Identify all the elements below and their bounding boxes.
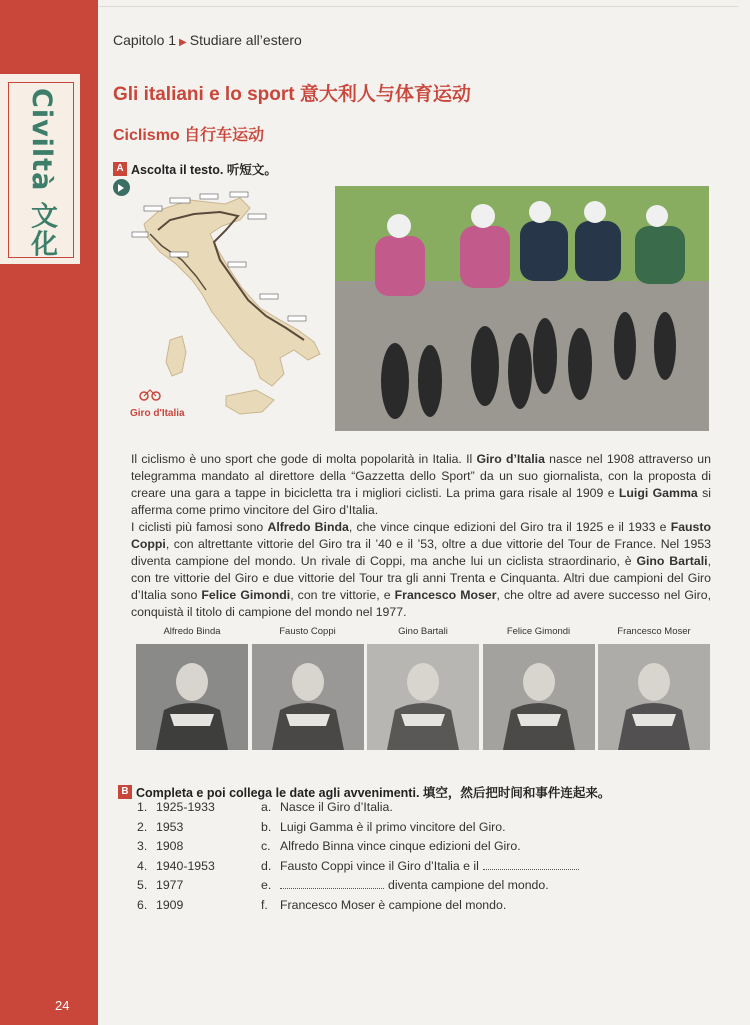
breadcrumb xyxy=(113,32,302,48)
civilta-section-tab xyxy=(0,72,82,266)
article-text xyxy=(131,451,711,621)
text-run: Giro d’Italia xyxy=(476,452,545,466)
event-item xyxy=(261,898,506,918)
exercise-b-letter: B xyxy=(118,785,132,799)
text-run: Felice Gimondi xyxy=(201,588,291,602)
event-letter: b. xyxy=(261,819,272,834)
date-value: 1953 xyxy=(156,819,184,834)
rider-card xyxy=(367,626,479,750)
date-number: 4. xyxy=(137,858,148,873)
rider-card xyxy=(598,626,710,750)
date-item xyxy=(137,839,183,859)
civilta-tab-label: Civiltà 文化 xyxy=(26,88,57,258)
rider-photo xyxy=(483,644,595,750)
text-run: Il ciclismo è uno sport che gode di molta popolarità in Italia. Il xyxy=(131,452,477,466)
event-text: diventa campione del mondo. xyxy=(388,878,549,893)
giro-logo-icon xyxy=(140,390,160,400)
italy-map-icon xyxy=(130,190,330,430)
exercise-a-header xyxy=(113,160,277,178)
date-number: 1. xyxy=(137,800,148,814)
rider-card xyxy=(252,626,364,750)
exercise-b-instruction: Completa e poi collega le date agli avvenimenti. 填空，然后把时间和事件连起来。 xyxy=(136,786,611,800)
breadcrumb-arrow-icon: ▶ xyxy=(179,37,187,48)
date-item xyxy=(137,800,215,820)
rider-name: Francesco Moser xyxy=(617,626,691,637)
date-item xyxy=(137,898,183,918)
breadcrumb-section: Studiare all’estero xyxy=(189,32,302,48)
rider-photo xyxy=(252,644,364,750)
exercise-b-header xyxy=(118,783,610,801)
top-rule xyxy=(98,6,738,7)
text-run: Fausto Coppi xyxy=(131,520,711,551)
event-item xyxy=(261,820,506,840)
rider-name: Gino Bartali xyxy=(398,626,448,637)
answer-blank[interactable] xyxy=(280,879,384,889)
breadcrumb-chapter: Capitolo 1 xyxy=(113,32,177,48)
event-text: Francesco Moser è campione del mondo. xyxy=(280,898,507,912)
exercise-a-letter: A xyxy=(113,162,127,176)
event-letter: d. xyxy=(261,858,272,873)
event-item xyxy=(261,859,579,879)
rider-photo xyxy=(136,644,248,750)
date-value: 1908 xyxy=(156,839,184,854)
paragraph-1 xyxy=(131,451,711,519)
page-title: Gli italiani e lo sport 意大利人与体育运动 xyxy=(113,84,471,105)
date-number: 2. xyxy=(137,819,148,834)
text-run: Gino Bartali xyxy=(636,554,708,568)
event-item xyxy=(261,878,549,898)
date-value: 1940-1953 xyxy=(156,858,215,873)
date-item xyxy=(137,820,183,840)
date-number: 6. xyxy=(137,898,148,912)
date-value: 1925-1933 xyxy=(156,800,215,814)
event-text: Fausto Coppi vince il Giro d’Italia e il xyxy=(280,858,479,873)
event-item xyxy=(261,800,393,820)
date-item xyxy=(137,859,215,879)
page-number: 24 xyxy=(55,998,70,1013)
rider-name: Fausto Coppi xyxy=(279,626,336,637)
text-run: , che vince cinque edizioni del Giro tra il 1925 e il 1933 e xyxy=(348,520,671,534)
section-subtitle: Ciclismo 自行车运动 xyxy=(113,127,265,144)
event-letter: c. xyxy=(261,839,271,854)
text-run: Luigi Gamma xyxy=(618,486,698,500)
text-run: Alfredo Binda xyxy=(267,520,349,534)
text-run: , con tre vittorie, e xyxy=(290,588,395,602)
answer-blank[interactable] xyxy=(483,860,579,870)
rider-photo xyxy=(598,644,710,750)
rider-name: Felice Gimondi xyxy=(506,626,571,637)
cycling-race-photo xyxy=(335,186,709,431)
event-letter: f. xyxy=(261,898,268,912)
date-number: 3. xyxy=(137,839,148,854)
text-run: , con altrettante vittorie del Giro tra il ’40 e il ’53, oltre a due vittorie del Tour de France. Nel 1953 diventa campione del mondo. Un rivale di Coppi, ma anche lui un ciclista straordinario, è xyxy=(131,537,711,568)
event-letter: e. xyxy=(261,878,272,893)
date-value: 1977 xyxy=(156,878,184,893)
rider-name: Alfredo Binda xyxy=(163,626,221,637)
rider-photo-strip xyxy=(136,626,710,754)
text-run: nasce nel 1908 attraverso un telegramma mandato al direttore della “Gazzetta dello Sport” da un suo giornalista, con la proposta di creare una gara a tappe in bicicletta tra i migliori ciclisti. La prima gara risale al 1909 e xyxy=(131,452,711,500)
event-item xyxy=(261,839,521,859)
text-run: I ciclisti più famosi sono xyxy=(131,520,268,534)
event-text: Nasce il Giro d’Italia. xyxy=(280,800,393,814)
italy-route-map xyxy=(130,190,330,430)
date-number: 5. xyxy=(137,878,148,893)
text-run: , con tre vittorie del Giro e due vittorie del Tour tra gli anni Trenta e Cinquanta. Altri due campioni del Giro d’Italia sono xyxy=(131,554,711,602)
rider-card xyxy=(136,626,248,750)
rider-card xyxy=(483,626,595,750)
event-text: Alfredo Binna vince cinque edizioni del Giro. xyxy=(280,839,521,854)
rider-photo xyxy=(367,644,479,750)
event-letter: a. xyxy=(261,800,272,814)
giro-logo-text: Giro d'Italia xyxy=(130,408,185,419)
paragraph-2 xyxy=(131,519,711,621)
text-run: si afferma come primo vincitore del Giro d’Italia. xyxy=(131,486,711,517)
date-item xyxy=(137,878,183,898)
audio-play-icon[interactable] xyxy=(113,179,130,196)
exercise-a-instruction: Ascolta il testo. 听短文。 xyxy=(131,163,277,177)
text-run: , che oltre ad avere successo nel Giro, conquistà il titolo di campione del mondo nel 1977. xyxy=(131,588,711,619)
text-run: Francesco Moser xyxy=(394,588,497,602)
date-value: 1909 xyxy=(156,898,184,912)
event-text: Luigi Gamma è il primo vincitore del Giro. xyxy=(280,819,506,834)
